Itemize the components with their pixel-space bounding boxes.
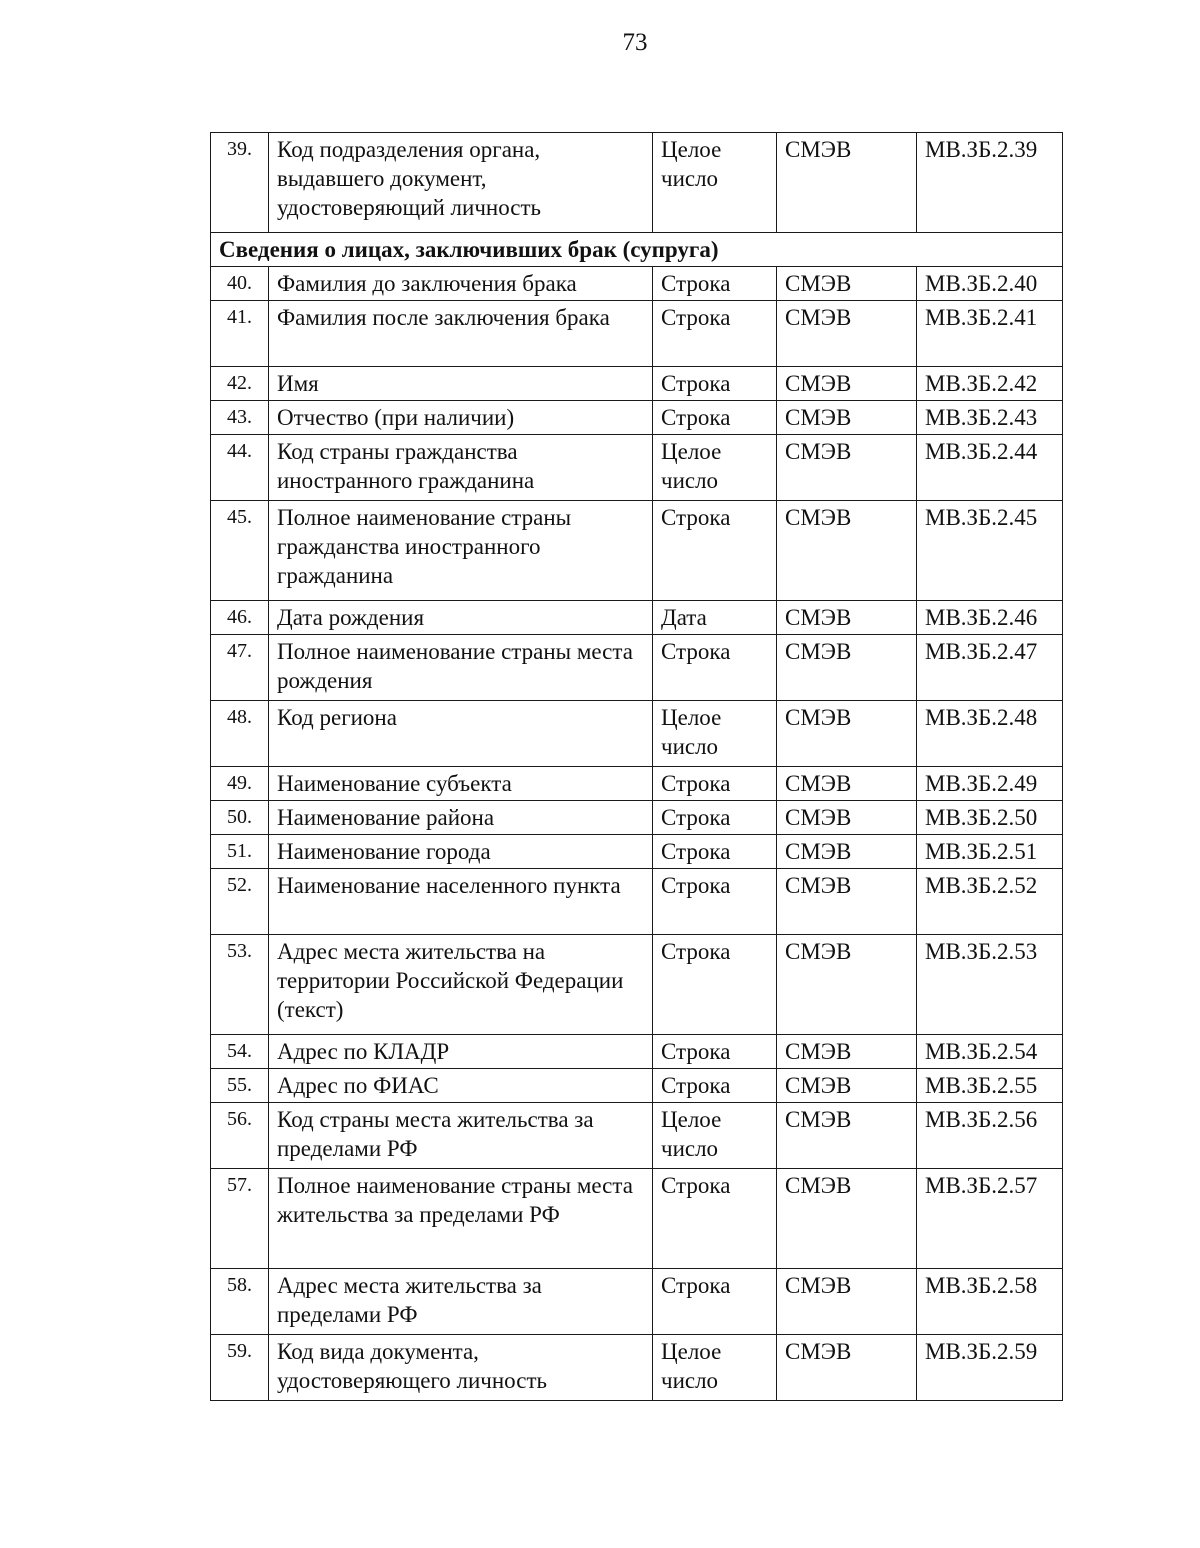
field-source: СМЭВ: [777, 1169, 917, 1269]
field-code: МВ.ЗБ.2.39: [917, 133, 1063, 233]
field-source: СМЭВ: [777, 1335, 917, 1401]
table-row: [211, 835, 1063, 869]
field-code: МВ.ЗБ.2.50: [917, 801, 1063, 835]
field-code: МВ.ЗБ.2.48: [917, 701, 1063, 767]
field-type: Строка: [653, 301, 777, 367]
field-type: Строка: [653, 1069, 777, 1103]
row-number: 55.: [211, 1069, 269, 1103]
table-row: [211, 133, 1063, 233]
field-type: Строка: [653, 801, 777, 835]
page-number: 73: [622, 29, 648, 56]
field-name: Адрес по КЛАДР: [269, 1035, 653, 1069]
field-code: МВ.ЗБ.2.52: [917, 869, 1063, 935]
field-code: МВ.ЗБ.2.51: [917, 835, 1063, 869]
field-source: СМЭВ: [777, 133, 917, 233]
table-row: [211, 601, 1063, 635]
section-title: Сведения о лицах, заключивших брак (супруга): [211, 233, 1063, 267]
field-type: Строка: [653, 935, 777, 1035]
table-row: [211, 1335, 1063, 1401]
row-number: 45.: [211, 501, 269, 601]
field-name: Наименование субъекта: [269, 767, 653, 801]
field-source: СМЭВ: [777, 701, 917, 767]
table-row: [211, 869, 1063, 935]
field-source: СМЭВ: [777, 1035, 917, 1069]
field-name: Фамилия после заключения брака: [269, 301, 653, 367]
field-code: МВ.ЗБ.2.42: [917, 367, 1063, 401]
row-number: 54.: [211, 1035, 269, 1069]
field-source: СМЭВ: [777, 401, 917, 435]
field-source: СМЭВ: [777, 635, 917, 701]
row-number: 51.: [211, 835, 269, 869]
field-type: Целое число: [653, 435, 777, 501]
row-number: 39.: [211, 133, 269, 233]
field-source: СМЭВ: [777, 835, 917, 869]
field-name: Полное наименование страны гражданства иностранного гражданина: [269, 501, 653, 601]
table-row: [211, 635, 1063, 701]
field-name: Наименование района: [269, 801, 653, 835]
field-name: Фамилия до заключения брака: [269, 267, 653, 301]
field-type: Строка: [653, 367, 777, 401]
field-source: СМЭВ: [777, 767, 917, 801]
field-source: СМЭВ: [777, 601, 917, 635]
field-type: Строка: [653, 767, 777, 801]
table-row: [211, 801, 1063, 835]
table-row: [211, 301, 1063, 367]
row-number: 49.: [211, 767, 269, 801]
field-type: Строка: [653, 1269, 777, 1335]
field-source: СМЭВ: [777, 367, 917, 401]
row-number: 40.: [211, 267, 269, 301]
field-name: Код региона: [269, 701, 653, 767]
field-name: Адрес места жительства за пределами РФ: [269, 1269, 653, 1335]
field-code: МВ.ЗБ.2.49: [917, 767, 1063, 801]
table-row: [211, 701, 1063, 767]
field-type: Строка: [653, 835, 777, 869]
row-number: 57.: [211, 1169, 269, 1269]
row-number: 48.: [211, 701, 269, 767]
field-code: МВ.ЗБ.2.59: [917, 1335, 1063, 1401]
field-source: СМЭВ: [777, 869, 917, 935]
row-number: 56.: [211, 1103, 269, 1169]
field-code: МВ.ЗБ.2.54: [917, 1035, 1063, 1069]
row-number: 59.: [211, 1335, 269, 1401]
field-code: МВ.ЗБ.2.55: [917, 1069, 1063, 1103]
field-name: Код страны гражданства иностранного гражданина: [269, 435, 653, 501]
field-code: МВ.ЗБ.2.53: [917, 935, 1063, 1035]
field-code: МВ.ЗБ.2.45: [917, 501, 1063, 601]
field-name: Код вида документа, удостоверяющего личность: [269, 1335, 653, 1401]
field-source: СМЭВ: [777, 801, 917, 835]
field-name: Имя: [269, 367, 653, 401]
field-type: Строка: [653, 635, 777, 701]
field-type: Целое число: [653, 1335, 777, 1401]
section-header-row: [211, 233, 1063, 267]
table-row: [211, 935, 1063, 1035]
field-source: СМЭВ: [777, 435, 917, 501]
row-number: 43.: [211, 401, 269, 435]
field-code: МВ.ЗБ.2.40: [917, 267, 1063, 301]
row-number: 52.: [211, 869, 269, 935]
field-name: Отчество (при наличии): [269, 401, 653, 435]
table-row: [211, 267, 1063, 301]
table-row: [211, 435, 1063, 501]
table-row: [211, 401, 1063, 435]
field-code: МВ.ЗБ.2.44: [917, 435, 1063, 501]
field-type: Строка: [653, 1035, 777, 1069]
field-type: Строка: [653, 501, 777, 601]
field-type: Целое число: [653, 133, 777, 233]
field-type: Строка: [653, 1169, 777, 1269]
row-number: 41.: [211, 301, 269, 367]
field-type: Целое число: [653, 1103, 777, 1169]
field-code: МВ.ЗБ.2.41: [917, 301, 1063, 367]
row-number: 53.: [211, 935, 269, 1035]
field-code: МВ.ЗБ.2.58: [917, 1269, 1063, 1335]
row-number: 47.: [211, 635, 269, 701]
field-source: СМЭВ: [777, 1103, 917, 1169]
table-row: [211, 501, 1063, 601]
field-code: МВ.ЗБ.2.57: [917, 1169, 1063, 1269]
field-source: СМЭВ: [777, 301, 917, 367]
field-source: СМЭВ: [777, 935, 917, 1035]
table-row: [211, 1269, 1063, 1335]
table-row: [211, 1169, 1063, 1269]
row-number: 58.: [211, 1269, 269, 1335]
field-type: Строка: [653, 267, 777, 301]
field-name: Наименование города: [269, 835, 653, 869]
field-code: МВ.ЗБ.2.47: [917, 635, 1063, 701]
field-name: Полное наименование страны места рождения: [269, 635, 653, 701]
row-number: 50.: [211, 801, 269, 835]
field-type: Строка: [653, 869, 777, 935]
row-number: 44.: [211, 435, 269, 501]
field-name: Код подразделения органа, выдавшего документ, удостоверяющий личность: [269, 133, 653, 233]
field-type: Строка: [653, 401, 777, 435]
field-type: Дата: [653, 601, 777, 635]
table-row: [211, 1035, 1063, 1069]
field-name: Код страны места жительства за пределами РФ: [269, 1103, 653, 1169]
field-name: Наименование населенного пункта: [269, 869, 653, 935]
field-code: МВ.ЗБ.2.46: [917, 601, 1063, 635]
table-row: [211, 767, 1063, 801]
row-number: 46.: [211, 601, 269, 635]
field-name: Адрес по ФИАС: [269, 1069, 653, 1103]
field-source: СМЭВ: [777, 267, 917, 301]
field-source: СМЭВ: [777, 501, 917, 601]
field-code: МВ.ЗБ.2.56: [917, 1103, 1063, 1169]
table-row: [211, 1103, 1063, 1169]
field-code: МВ.ЗБ.2.43: [917, 401, 1063, 435]
field-name: Адрес места жительства на территории Российской Федерации (текст): [269, 935, 653, 1035]
table-row: [211, 367, 1063, 401]
field-name: Дата рождения: [269, 601, 653, 635]
field-source: СМЭВ: [777, 1269, 917, 1335]
row-number: 42.: [211, 367, 269, 401]
table-row: [211, 1069, 1063, 1103]
field-source: СМЭВ: [777, 1069, 917, 1103]
field-name: Полное наименование страны места жительства за пределами РФ: [269, 1169, 653, 1269]
data-table: [210, 132, 1063, 1401]
field-type: Целое число: [653, 701, 777, 767]
